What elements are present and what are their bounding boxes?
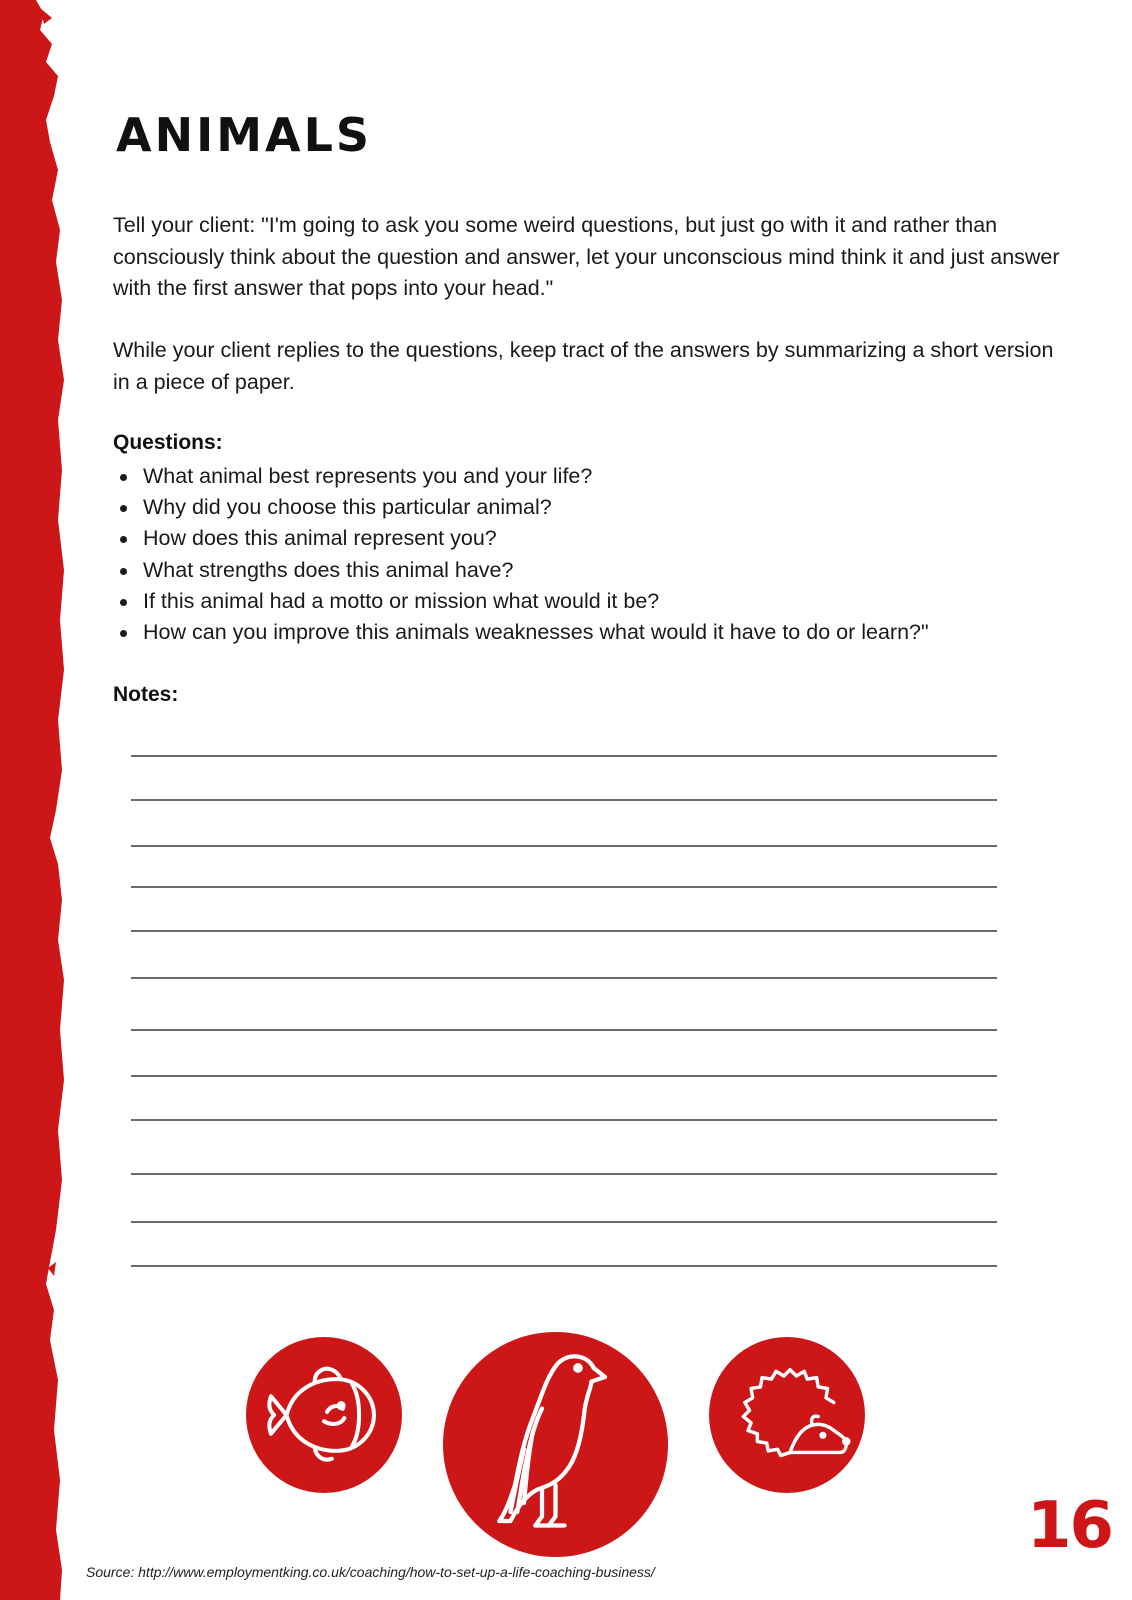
- note-line: [131, 845, 997, 847]
- note-line: [131, 1029, 997, 1031]
- hedgehog-icon-badge: [709, 1337, 865, 1493]
- page-title: ANIMALS: [116, 108, 373, 162]
- bullet-icon: [120, 568, 127, 575]
- bullet-icon: [120, 505, 127, 512]
- bullet-icon: [120, 630, 127, 637]
- question-item: [113, 617, 1073, 648]
- bullet-icon: [120, 599, 127, 606]
- note-line: [131, 755, 997, 757]
- fish-icon-badge: [246, 1337, 402, 1493]
- question-item: [113, 523, 1073, 554]
- notes-label: Notes:: [113, 683, 179, 706]
- bird-icon: [443, 1332, 668, 1557]
- bullet-icon: [120, 474, 127, 481]
- questions-label: Questions:: [113, 431, 223, 454]
- note-line: [131, 886, 997, 888]
- question-item: [113, 555, 1073, 586]
- fish-icon: [246, 1337, 402, 1493]
- note-line: [131, 977, 997, 979]
- note-line: [131, 799, 997, 801]
- hedgehog-icon: [709, 1337, 865, 1493]
- note-line: [131, 1119, 997, 1121]
- question-text: If this animal had a motto or mission what would it be?: [143, 588, 660, 613]
- question-list: [113, 461, 1073, 648]
- question-item: [113, 492, 1073, 523]
- note-line: [131, 1221, 997, 1223]
- note-line: [131, 1173, 997, 1175]
- question-item: [113, 461, 1073, 492]
- note-line: [131, 1265, 997, 1267]
- intro-paragraph: Tell your client: "I'm going to ask you some weird questions, but just go with it and rather than consciously think about the question and answer, let your unconscious mind think it and just answer with the first answer that pops into your head.": [113, 213, 1060, 300]
- red-brush-shape: [0, 0, 64, 1600]
- note-line: [131, 930, 997, 932]
- question-text: Why did you choose this particular animal?: [143, 495, 552, 520]
- instruction-paragraph: While your client replies to the questions, keep tract of the answers by summarizing a short version in a piece of paper.: [113, 338, 1054, 394]
- bullet-icon: [120, 536, 127, 543]
- question-item: [113, 586, 1073, 617]
- question-text: What strengths does this animal have?: [143, 557, 514, 582]
- question-text: How does this animal represent you?: [143, 526, 497, 551]
- source-citation: Source: http://www.employmentking.co.uk/coaching/how-to-set-up-a-life-coaching-business/: [86, 1564, 655, 1580]
- question-text: How can you improve this animals weaknesses what would it have to do or learn?": [143, 620, 929, 645]
- note-line: [131, 1075, 997, 1077]
- question-text: What animal best represents you and your life?: [143, 464, 593, 488]
- red-brush-edge: [0, 0, 80, 1600]
- page-number: 16: [1027, 1489, 1113, 1563]
- bird-icon-badge: [443, 1332, 668, 1557]
